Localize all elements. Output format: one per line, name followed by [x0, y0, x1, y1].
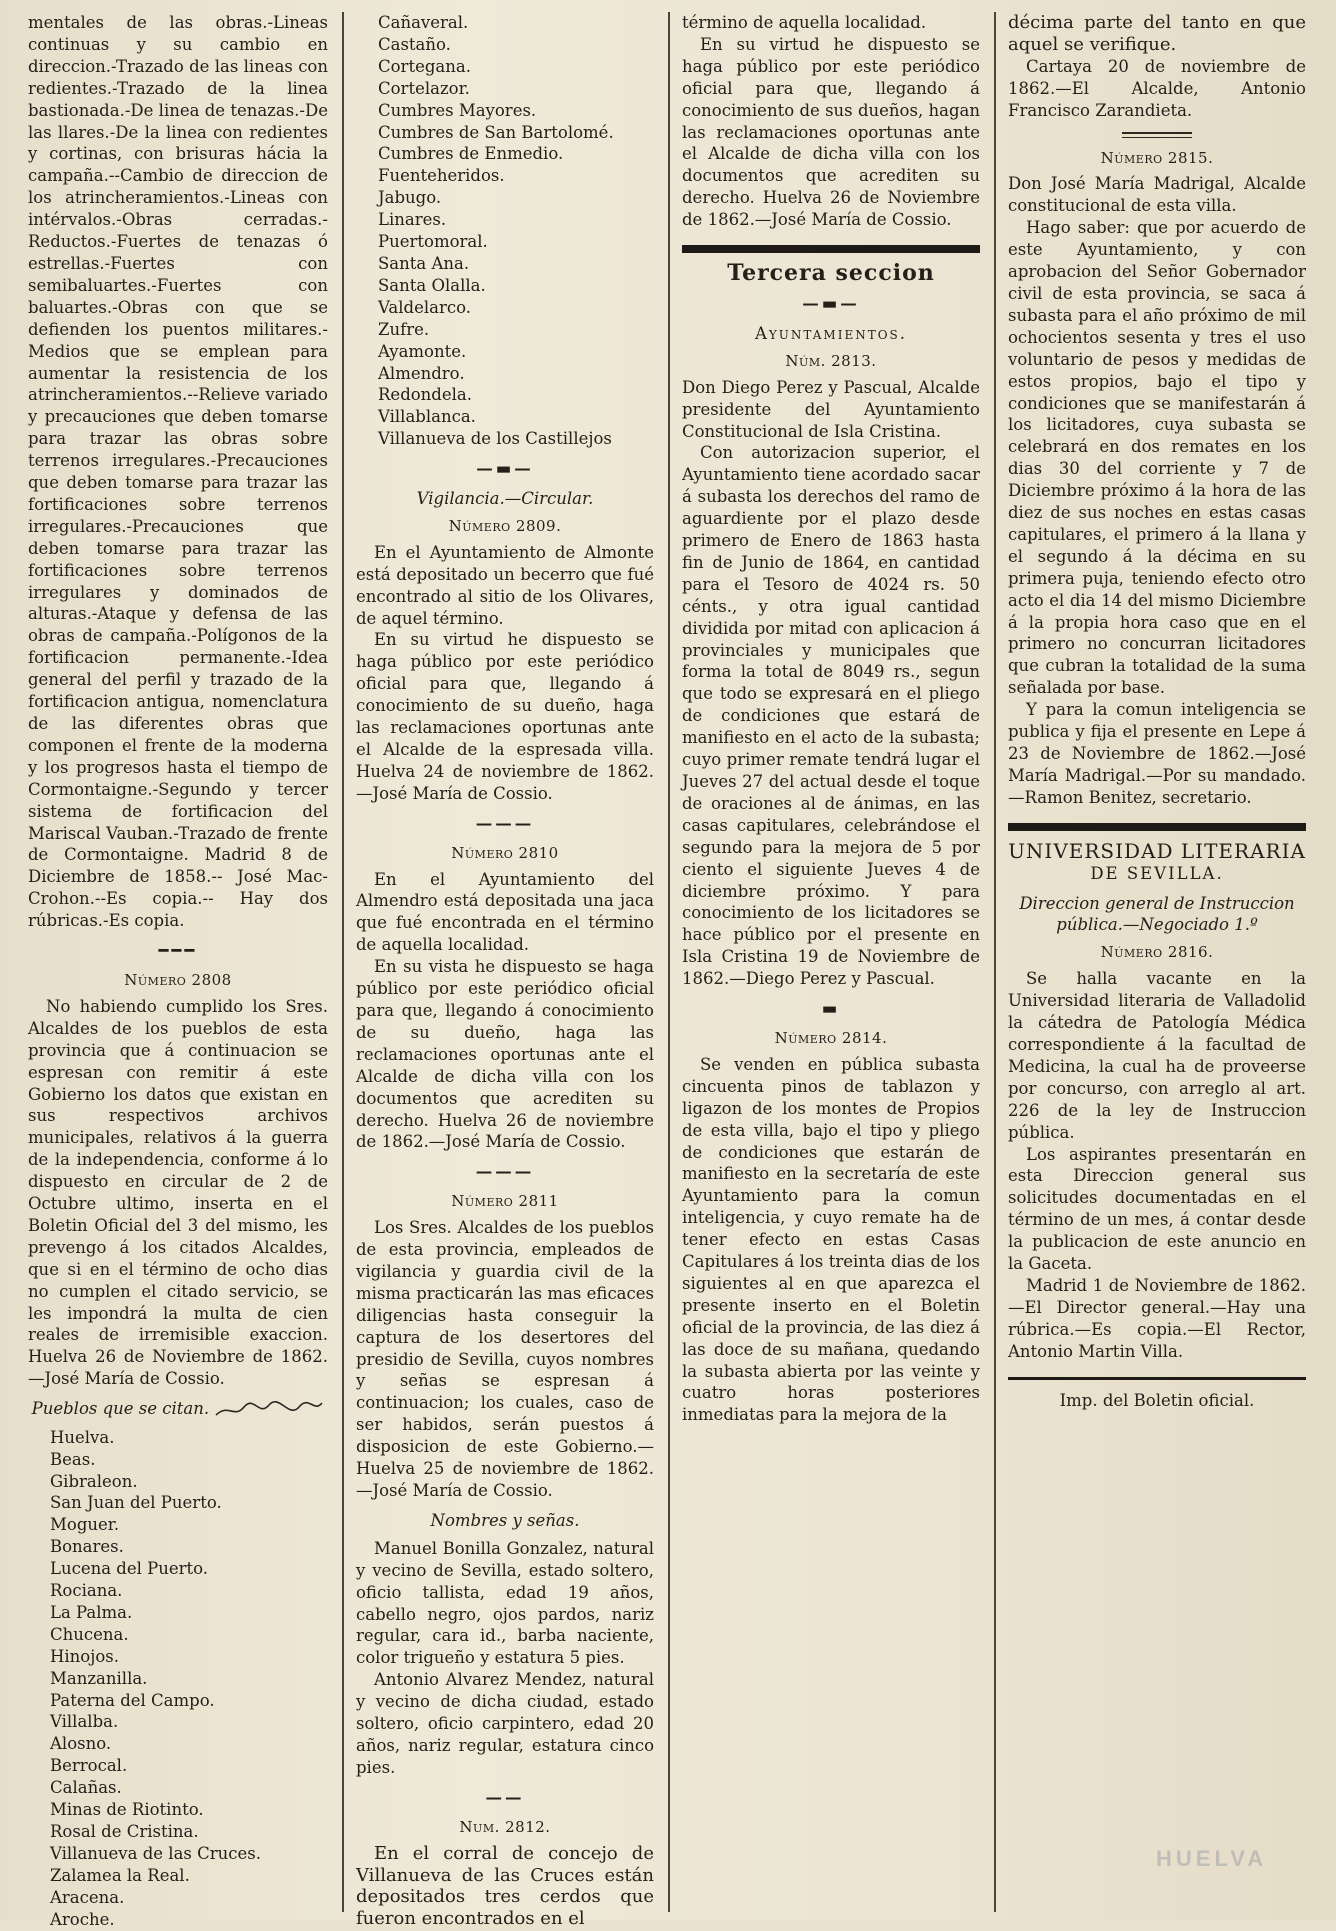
- column-2: [342, 12, 668, 1930]
- pueblo-item: Zufre.: [378, 319, 430, 339]
- pueblo-item: Jabugo.: [378, 188, 442, 208]
- notice-2812-continued-p2: En su virtud he dispuesto se haga público por este periódico oficial para que, llegando á conocimiento de sus dueños, hagan las reclamaciones oportunas ante el Alcalde de dicha villa con los documentos que acrediten su derecho. Huelva 26 de Noviembre de 1862.—José María de Cossio.: [682, 34, 980, 230]
- pueblo-item: Lucena del Puerto.: [50, 1559, 209, 1579]
- pueblo-item: Manzanilla.: [50, 1668, 148, 1688]
- handwritten-signature-icon: [214, 1399, 324, 1421]
- pueblo-item: Redondela.: [378, 385, 472, 405]
- pueblo-item: Rociana.: [50, 1581, 123, 1601]
- person-2: Antonio Alvarez Mendez, natural y vecino de dicha ciudad, estado soltero, oficio carpintero, edad 20 años, nariz regular, estatura cinco pies.: [356, 1670, 654, 1777]
- notice-2813-body: Con autorizacion superior, el Ayuntamiento tiene acordado sacar á subasta los derechos del ramo de aguardiente por el plazo desde primero de Enero de 1863 hasta fin de Junio de 1864, en cantidad para el Tesoro de 4024 rs. 50 cénts., y otra igual cantidad dividida por mitad con aplicacion á provinciales y municipales que forma la total de 8049 rs., segun que todo se expresará en el pliego de condiciones que estará de manifiesto en el acto de la subasta; cuyo primer remate tendrá lugar el Jueves 27 del actual desde el toque de oraciones al de ánimas, en las casas capitulares, celebrándose el segundo para la mejora de 5 por ciento el siguiente Jueves 4 de diciembre próximo. Y para conocimiento de los licitadores se hace público por el presente en Isla Cristina 19 de Noviembre de 1862.—Diego Perez y Pascual.: [682, 443, 980, 989]
- notice-2811-p1: Los Sres. Alcaldes de los pueblos de esta provincia, empleados de vigilancia y guardia civil de la misma practicarán las mas eficaces diligencias hasta conseguir la captura de los desertores del presidio de Sevilla, cuyos nombres y señas se espresan á continuacion; los cuales, caso de ser habidos, serán puestos á disposicion de este Gobierno.—Huelva 25 de noviembre de 1862. —José María de Cossio.: [356, 1218, 654, 1500]
- imprint: Imp. del Boletin oficial.: [1059, 1390, 1255, 1410]
- pueblos-list-continued: [356, 12, 654, 450]
- notice-2815-body: Hago saber: que por acuerdo de este Ayuntamiento, y con aprobacion del Señor Gobernador civil de esta provincia, se saca á subasta para el año próximo de mil ochocientos sesenta y tres el uso voluntario de pesos y medidas de estos propios, bajo el tipo y condiciones que se manifestarán á los licitadores, cuya subasta se celebrará en dos remates en los dias 30 del corriente y 7 de Diciembre próximo á la hora de las diez de sus noches en estas casas capitulares, el primero á la llana y el segundo á la décima en su primera puja, teniendo efecto otro acto el dia 14 del mismo Diciembre á la propia hora caso que en el primero no concurran licitadores que cubran la totalidad de la suma señalada por base.: [1008, 218, 1306, 698]
- pueblo-item: La Palma.: [50, 1602, 133, 1622]
- notice-2810-p1: En el Ayuntamiento del Almendro está depositada una jaca que fué encontrada en el término de aquella localidad.: [356, 869, 654, 955]
- library-stamp: HUELVA: [1156, 1846, 1268, 1871]
- pueblos-heading-text: Pueblos que se citan.: [31, 1399, 210, 1419]
- notice-2815-head: Don José María Madrigal, Alcalde constitucional de esta villa.: [1008, 174, 1306, 216]
- university-direction: Direccion general de Instruccion pública.—Negociado 1.º: [1019, 893, 1295, 935]
- pueblo-item: Linares.: [378, 210, 447, 230]
- pueblo-item: Villablanca.: [378, 407, 476, 427]
- pueblo-item: Moguer.: [50, 1515, 120, 1535]
- notice-2811-title: Número 2811: [451, 1192, 559, 1211]
- pueblo-item: Villanueva de las Cruces.: [50, 1843, 261, 1863]
- column-4: [994, 12, 1320, 1912]
- pueblo-item: Zalamea la Real.: [50, 1865, 190, 1885]
- pueblo-item: Ayamonte.: [378, 341, 467, 361]
- pueblo-item: Hinojos.: [50, 1646, 119, 1666]
- person-1: Manuel Bonilla Gonzalez, natural y vecino de Sevilla, estado soltero, oficio tallista, edad 19 años, cabello negro, ojos pardos, nariz regular, cara id., barba naciente, color trigueño y estatura 5 pies.: [356, 1538, 654, 1668]
- notice-2809-title: Número 2809.: [448, 516, 562, 535]
- pueblo-item: Beas.: [50, 1449, 96, 1469]
- separator: ——: [485, 1787, 525, 1807]
- notice-2816-title: Número 2816.: [1100, 943, 1214, 962]
- pueblo-item: Cumbres de Enmedio.: [378, 144, 564, 164]
- notice-2814-signature: Cartaya 20 de noviembre de 1862.—El Alcalde, Antonio Francisco Zarandieta.: [1008, 56, 1306, 120]
- notice-2816-p2: Los aspirantes presentarán en esta Direccion general sus solicitudes documentadas en el término de un mes, á contar desde la publicacion de este anuncio en la Gaceta.: [1008, 1144, 1306, 1274]
- column-3: [668, 12, 994, 1912]
- pueblo-item: Bonares.: [50, 1537, 124, 1557]
- pueblo-item: Cumbres de San Bartolomé.: [378, 122, 614, 142]
- pueblo-item: Cortelazor.: [378, 78, 470, 98]
- pueblo-item: Santa Ana.: [378, 253, 470, 273]
- pueblo-item: Puertomoral.: [378, 232, 488, 252]
- notice-2809-p2: En su virtud he dispuesto se haga público por este periódico oficial para que, llegando á conocimiento de su dueño, haga las reclamaciones oportunas ante el Alcalde de la espresada villa. Huelva 24 de noviembre de 1862.—José María de Cossio.: [356, 630, 654, 803]
- notice-2812-title: Num. 2812.: [459, 1817, 551, 1836]
- notice-2814-body: Se venden en pública subasta cincuenta pinos de tablazon y ligazon de los montes de Propios de esta villa, bajo el tipo y pliego de condiciones que estarán de manifiesto en la secretaría de este Ayuntamiento para la comun inteligencia, y cuyo remate ha de tener efecto en estas Casas Capitulares á los treinta dias de los siguientes al en que aparezca el presente inserto en el Boletin oficial de la provincia, de las diez á las doce de su mañana, quedando la subasta abierta por las veinte y cuatro horas posteriores inmediatas para la mejora de la: [682, 1054, 980, 1425]
- column-1: [16, 12, 342, 1929]
- notice-2813-head: Don Diego Perez y Pascual, Alcalde presidente del Ayuntamiento Constitucional de Isla Cristina.: [682, 377, 980, 441]
- ayuntamientos-heading: Ayuntamientos.: [754, 323, 908, 343]
- pueblo-item: Valdelarco.: [378, 297, 471, 317]
- notice-2808-body: No habiendo cumplido los Sres. Alcaldes de los pueblos de esta provincia que á continuacion se espresan con remitir á este Gobierno los datos que existan en sus respectivos archivos municipales, relativos á la guerra de la independencia, conforme á lo dispuesto en circular de 2 de Octubre ultimo, inserta en el Boletin Oficial del 3 del mismo, les prevengo á los citados Alcaldes, que si en el término de ocho dias no cumplen el citado servicio, se les impondrá la multa de cien reales de irremisible exaccion. Huelva 26 de Noviembre de 1862. —José María de Cossio.: [28, 996, 328, 1389]
- pueblo-item: Cañaveral.: [378, 13, 469, 32]
- pueblo-item: Rosal de Cristina.: [50, 1822, 199, 1841]
- separator: [1122, 132, 1192, 138]
- notice-2815-title: Número 2815.: [1100, 148, 1214, 167]
- university-subtitle: DE SEVILLA.: [1090, 863, 1224, 883]
- pueblo-item: Villanueva de los Castillejos: [378, 429, 612, 449]
- notice-2810-title: Número 2810: [451, 843, 559, 862]
- section-rule: [682, 245, 980, 253]
- notice-2813-title: Núm. 2813.: [785, 351, 877, 370]
- pueblo-item: Santa Olalla.: [378, 275, 486, 295]
- notice-2810-p2: En su vista he dispuesto se haga público por este periódico oficial para que, llegando á conocimiento de su dueño, haga las reclamaciones oportunas ante el Alcalde de dicha villa con los documentos que acrediten su derecho. Huelva 26 de noviembre de 1862.—José María de Cossio.: [356, 957, 654, 1152]
- pueblo-item: Calañas.: [50, 1778, 122, 1798]
- separator: ▬: [821, 999, 841, 1019]
- pueblo-item: Villalba.: [50, 1712, 119, 1732]
- pueblo-item: Cumbres Mayores.: [378, 100, 537, 120]
- pueblo-item: Berrocal.: [50, 1756, 128, 1776]
- pueblo-item: Alosno.: [50, 1734, 112, 1754]
- notice-2815-end: Y para la comun inteligencia se publica y fija el presente en Lepe á 23 de Noviembre de 1862.—José María Madrigal.—Por su mandado.—Ramon Benitez, secretario.: [1008, 700, 1306, 807]
- nombres-heading: Nombres y señas.: [430, 1510, 580, 1530]
- pueblo-item: Chucena.: [50, 1624, 129, 1644]
- pueblo-item: Almendro.: [378, 363, 465, 383]
- notice-2814-title: Número 2814.: [774, 1028, 888, 1047]
- vigilancia-heading: Vigilancia.—Circular.: [416, 489, 594, 509]
- pueblo-item: Huelva.: [50, 1427, 115, 1447]
- pueblo-item: Cortegana.: [378, 56, 471, 76]
- notice-2816-p1: Se halla vacante en la Universidad literaria de Valladolid la cátedra de Patología Médica correspondiente á la facultad de Medicina, la cual ha de proveerse por concurso, con arreglo al art. 226 de la ley de Instruccion pública.: [1008, 969, 1306, 1142]
- pueblo-item: Fuenteheridos.: [378, 166, 505, 186]
- notice-2812-continued: término de aquella localidad.: [682, 13, 927, 32]
- pueblos-list: [28, 1427, 328, 1931]
- section-rule: [1008, 1377, 1306, 1380]
- pueblos-heading: [28, 1398, 328, 1421]
- separator: —▬—: [802, 293, 860, 313]
- notice-2809-p1: En el Ayuntamiento de Almonte está depositado un becerro que fué encontrado al sitio de los Olivares, de aquel término.: [356, 542, 654, 628]
- section-title: Tercera seccion: [727, 260, 935, 287]
- pueblo-item: Gibraleon.: [50, 1471, 138, 1491]
- separator: ———: [475, 813, 535, 833]
- notice-2808-title: Número 2808: [124, 970, 232, 989]
- pueblo-item: Aracena.: [50, 1887, 125, 1907]
- intro-paragraph: mentales de las obras.-Lineas continuas y su cambio en direccion.-Trazado de las lineas con redientes.-Trazado de la linea bastionada.-De linea de tenazas.-De las llares.-De la linea con redientes y cortinas, con brisuras hácia la campaña.--Cambio de direccion de los atrincheramientos.-Lineas con intérvalos.-Obras cerradas.-Reductos.-Fuertes de tenazas ó estrellas.-Fuertes con semibaluartes.-Fuertes con baluartes.-Obras con que se defienden los puentos militares.-Medios que se emplean para aumentar la resistencia de los atrincheramientos.--Relieve variado y precauciones que deben tomarse para trazar las obras sobre terrenos irregulares.-Precauciones que deben tomarse para trazar las fortificaciones sobre terrenos irregulares.-Precauciones que deben tomarse para trazar las fortificaciones sobre terrenos irregulares y dominados de alturas.-Ataque y defensa de las obras de campaña.-Polígonos de la fortificacion permanente.-Idea general del perfil y trazado de la fortificacion antigua, nomenclatura de las diferentes obras que componen el frente de la moderna y los progresos hasta el tiempo de Cormontaigne.-Segundo y tercer sistema de fortificacion del Mariscal Vauban.-Trazado de frente de Cormontaigne. Madrid 8 de Diciembre de 1858.-- José Mac-Crohon.--Es copia.-- Hay dos rúbricas.-Es copia.: [28, 13, 328, 931]
- section-rule: [1008, 823, 1306, 831]
- notice-2816-p3: Madrid 1 de Noviembre de 1862.—El Director general.—Hay una rúbrica.—Es copia.—El Rector, Antonio Martin Villa.: [1008, 1275, 1306, 1361]
- separator: —▬—: [476, 459, 534, 479]
- pueblo-item: San Juan del Puerto.: [50, 1493, 222, 1513]
- notice-2812-p1: En el corral de concejo de Villanueva de las Cruces están depositados tres cerdos que fueron encontrados en el: [356, 1842, 654, 1930]
- pueblo-item: Aroche.: [50, 1909, 115, 1929]
- pueblo-item: Castaño.: [378, 34, 451, 54]
- university-title: UNIVERSIDAD LITERARIA: [1008, 838, 1306, 863]
- separator: ———: [475, 1162, 535, 1182]
- notice-2814-continued: décima parte del tanto en que aquel se verifique.: [1008, 12, 1306, 55]
- pueblo-item: Minas de Riotinto.: [50, 1800, 204, 1820]
- separator: ━━━: [158, 941, 198, 961]
- pueblo-item: Paterna del Campo.: [50, 1690, 215, 1710]
